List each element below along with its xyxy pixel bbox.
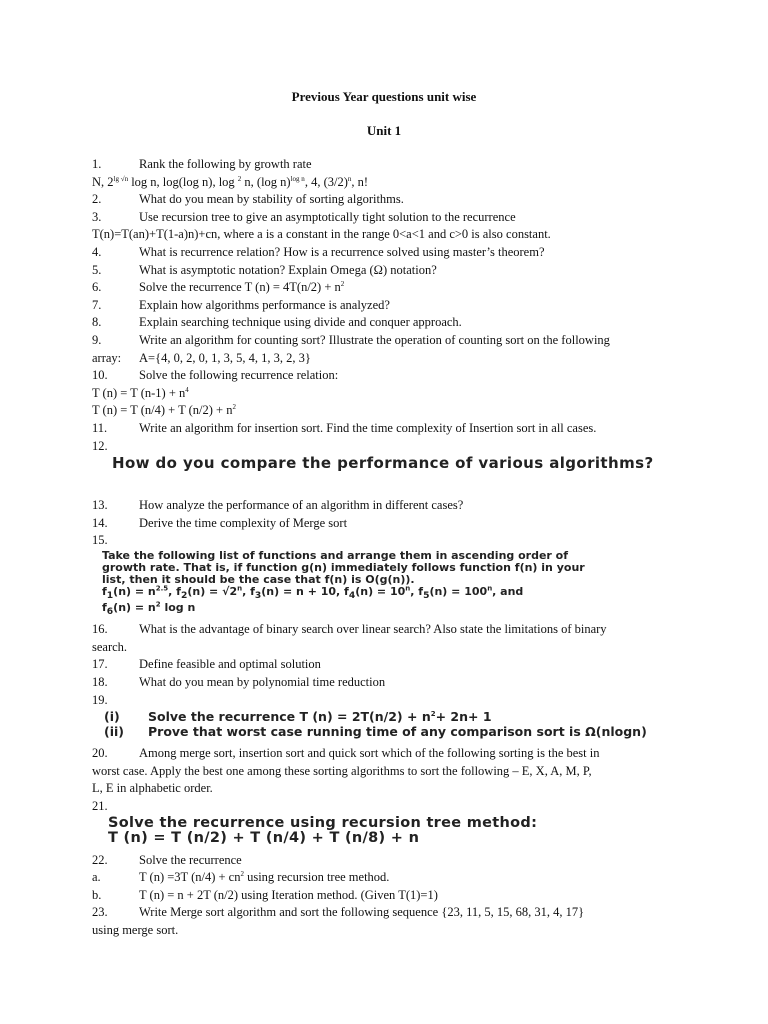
question-10: 10. Solve the following recurrence relation:: [92, 368, 339, 383]
question-21-image-text: Solve the recurrence using recursion tree method: T (n) = T (n/2) + T (n/4) + T (n/8) + n: [108, 814, 538, 846]
question-20: 20. Among merge sort, insertion sort and quick sort which of the following sorting is the best in: [92, 746, 600, 761]
question-20-continuation-2: L, E in alphabetic order.: [92, 781, 213, 796]
question-17: 17. Define feasible and optimal solution: [92, 657, 321, 672]
question-list: [92, 156, 676, 940]
question-22: 22. Solve the recurrence: [92, 852, 242, 867]
question-19-image-text: (i) Solve the recurrence T $(n) = 2T(n/2) + n^2+ 2n+ 1$ (ii) Prove that worst case running time of any comparison sort is Ω(nlogn): [104, 709, 647, 740]
question-11: 11. Write an algorithm for insertion sort. Find the time complexity of Insertion sort in all cases.: [92, 420, 597, 435]
question-22-a: a. T (n) =3T $(n/4) + cn^2$ using recursion tree method.: [92, 870, 390, 885]
question-16-continuation: search.: [92, 639, 128, 654]
question-21: 21.: [92, 799, 108, 813]
question-12-image-text: How do you compare the performance of various algorithms?: [112, 454, 654, 473]
question-15-image-text: Take the following list of functions and arrange them in ascending order of growth rate. That is, if function g(n) immediately follows function f(n) in your list, then it should be the case that f(n) is O(g(n)). $f_1(n) = n^{2.5}$, $f_2(n) = √2^n$, $f_3(n) = n + 10$, $f_4(n) = 10^n$, $f_5(n) = 100^n$, and $f_6(n) = n^2$ log n: [102, 548, 585, 618]
question-12: 12.: [92, 438, 108, 453]
question-7: 7. Explain how algorithms performance is analyzed?: [92, 297, 390, 312]
question-14: 14. Derive the time complexity of Merge sort: [92, 515, 348, 530]
question-15: 15.: [92, 533, 108, 548]
question-8: 8. Explain searching technique using divide and conquer approach.: [92, 315, 462, 330]
question-6: 6. Solve the recurrence T $(n) = 4T(n/2) + n^2$: [92, 280, 345, 295]
question-9-continuation: array: A={4, 0, 2, 0, 1, 3, 5, 4, 1, 3, 2, 3}: [92, 350, 311, 365]
document-heading: Previous Year questions unit wise: [291, 89, 477, 104]
question-3-continuation: T(n)=T(an)+T(1-a)n)+cn, where a is a constant in the range 0<a<1 and c>0 is also constant.: [92, 227, 551, 242]
question-10-eq2: T (n) = T (n/4) + T $(n/2) + n^2$: [92, 403, 236, 418]
question-16: 16. What is the advantage of binary search over linear search? Also state the limitations of binary: [92, 622, 607, 637]
question-2: 2. What do you mean by stability of sorting algorithms.: [92, 192, 404, 207]
question-1: 1. Rank the following by growth rate: [92, 157, 312, 171]
question-5: 5. What is asymptotic notation? Explain Omega (Ω) notation?: [92, 262, 437, 277]
question-1-functions: N, $2^{lg √n}$ log n, log(log n), log $^2$ n, (log n)$^{log n}$, 4, $(3/2)^n$, n!: [92, 174, 369, 189]
question-10-eq1: T (n) = T $(n-1) + n^4$: [92, 385, 189, 400]
question-18: 18. What do you mean by polynomial time reduction: [92, 675, 386, 690]
question-4: 4. What is recurrence relation? How is a recurrence solved using master’s theorem?: [92, 244, 545, 259]
question-22-b: b. T (n) = n + 2T (n/2) using Iteration method. (Given T(1)=1): [92, 887, 438, 902]
question-23-continuation: using merge sort.: [92, 922, 179, 937]
question-9: 9. Write an algorithm for counting sort? Illustrate the operation of counting sort on the following: [92, 332, 610, 347]
question-20-continuation-1: worst case. Apply the best one among these sorting algorithms to sort the following – E, X, A, M, P,: [92, 763, 592, 778]
unit-heading: Unit 1: [366, 123, 402, 138]
question-23: 23. Write Merge sort algorithm and sort the following sequence {23, 11, 5, 15, 68, 31, 4, 17}: [92, 905, 585, 920]
question-19: 19.: [92, 692, 108, 707]
question-13: 13. How analyze the performance of an algorithm in different cases?: [92, 498, 464, 513]
question-3: 3. Use recursion tree to give an asymptotically tight solution to the recurrence: [92, 209, 516, 224]
